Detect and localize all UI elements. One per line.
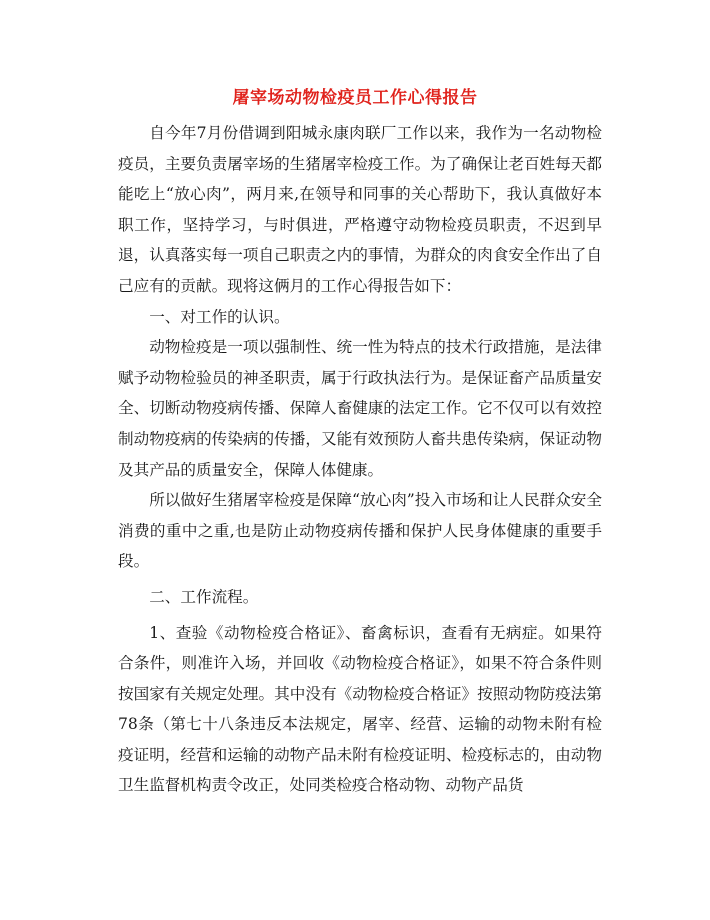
paragraph-importance: 所以做好生猪屠宰检疫是保障“放心肉”投入市场和让人民群众安全消费的重中之重,也是防止动物疫病传播和保护人民身体健康的重要手段。 bbox=[118, 491, 602, 571]
paragraph-step-1: 1、查验《动物检疫合格证》、畜禽标识，查看有无病症。如果符合条件，则准许入场，并回收《动物检疫合格证》，如果不符合条件则按国家有关规定处理。其中没有《动物检疫合格证》按照动物防疫法第78条（第七十八条违反本法规定，屠宰、经营、运输的动物未附有检疫证明，经营和运输的动物产品未附有检疫证明、检疫标志的，由动物卫生监督机构责令改正，处同类检疫合格动物、动物产品货 bbox=[118, 623, 602, 795]
heading-understanding: 一、对工作的认识。 bbox=[149, 307, 290, 326]
document-title: 屠宰场动物检疫员工作心得报告 bbox=[232, 88, 478, 108]
heading-workflow: 二、工作流程。 bbox=[149, 587, 259, 606]
paragraph-quarantine-definition: 动物检疫是一项以强制性、统一性为特点的技术行政措施，是法律赋予动物检验员的神圣职责，属于行政执法行为。是保证畜产品质量安全、切断动物疫病传播、保障人畜健康的法定工作。它不仅可以有效控制动物疫病的传染病的传播，又能有效预防人畜共患传染病，保证动物及其产品的质量安全，保障人体健康。 bbox=[118, 338, 602, 479]
document-body bbox=[118, 118, 602, 801]
paragraph-intro: 自今年7月份借调到阳城永康肉联厂工作以来，我作为一名动物检疫员，主要负责屠宰场的生猪屠宰检疫工作。为了确保让老百姓每天都能吃上“放心肉”，两月来,在领导和同事的关心帮助下，我认真做好本职工作，坚持学习，与时俱进，严格遵守动物检疫员职责，不迟到早退，认真落实每一项自己职责之内的事情，为群众的肉食安全作出了自己应有的贡献。现将这俩月的工作心得报告如下： bbox=[118, 124, 602, 295]
